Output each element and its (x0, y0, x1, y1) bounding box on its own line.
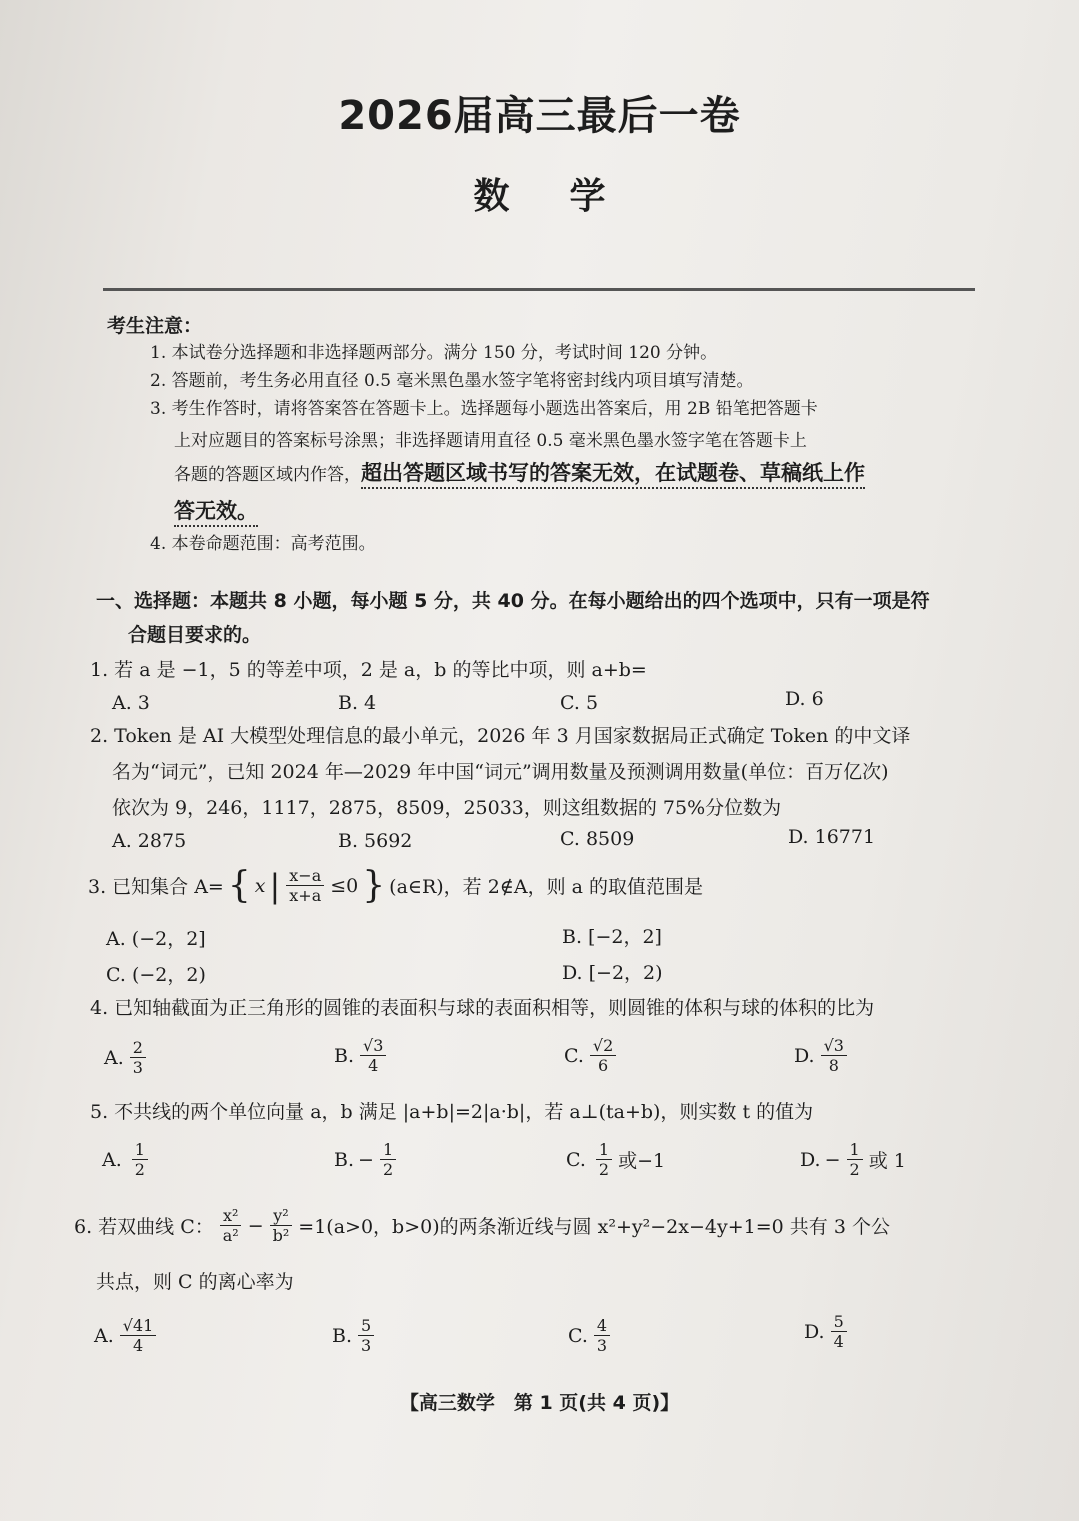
q5-option-b-label: B. (334, 1148, 355, 1171)
q3-option-d: D. [−2，2) (562, 962, 663, 984)
q4-b-num: √3 (360, 1036, 386, 1056)
q1-option-b: B. 4 (338, 692, 377, 714)
notice-item-3-line1: 3. 考生作答时，请将答案答在答题卡上。选择题每小题选出答案后，用 2B 铅笔把答题卡 (150, 399, 818, 419)
q6-line2: 共点，则 C 的离心率为 (96, 1271, 294, 1293)
q6-d-num: 5 (831, 1312, 847, 1332)
q4-option-d-label: D. (794, 1044, 815, 1067)
q6-b-num: 5 (358, 1316, 374, 1336)
q4-option-b (334, 1036, 388, 1075)
q6-option-c-fraction (594, 1316, 610, 1355)
notice-emphasis-1: 超出答题区域书写的答案无效，在试题卷、草稿纸上作 (361, 461, 865, 489)
q4-option-a-label: A. (104, 1046, 124, 1069)
section-1-line1: 一、选择题：本题共 8 小题，每小题 5 分，共 40 分。在每小题给出的四个选项中，只有一项是符 (96, 590, 930, 612)
q6-option-a-fraction (120, 1316, 157, 1355)
q6-option-a (94, 1316, 158, 1355)
subject-title: 数学 (473, 176, 666, 217)
q5-d-den: 2 (849, 1160, 860, 1179)
q6-option-c-label: C. (568, 1324, 588, 1347)
q6-a-den: 4 (132, 1336, 144, 1355)
question-2-stem (90, 718, 1040, 826)
q4-option-c-label: C. (564, 1044, 584, 1067)
notice-item-4: 4. 本卷命题范围：高考范围。 (150, 534, 376, 554)
q6-suffix: =1(a>0，b>0)的两条渐近线与圆 x²+y²−2x−4y+1=0 共有 3 个公 (298, 1216, 890, 1238)
q4-option-a (104, 1038, 148, 1077)
q5-option-b (334, 1140, 402, 1179)
question-6-stem (74, 1206, 890, 1245)
q5-a-num: 1 (132, 1140, 148, 1160)
q5-c-den: 2 (598, 1160, 610, 1179)
q6-c-num: 4 (594, 1316, 610, 1336)
q1-option-a: A. 3 (112, 692, 150, 714)
q6-option-c (568, 1316, 612, 1355)
q5-option-c-fraction (596, 1140, 612, 1179)
q3-condition: ≤0 (330, 874, 359, 897)
q4-option-a-fraction (130, 1038, 146, 1077)
notice-item-3-line4 (150, 495, 980, 529)
q4-d-num: √3 (821, 1036, 847, 1056)
q3-fraction (286, 866, 324, 905)
page-footer: 【高三数学 第 1 页(共 4 页)】 (399, 1392, 680, 1414)
q3-prefix: 3. 已知集合 A= (88, 876, 224, 898)
q2-line1: 2. Token 是 AI 大模型处理信息的最小单元，2026 年 3 月国家数据局正式确定 Token 的中文译 (90, 725, 911, 747)
q6-option-a-label: A. (94, 1324, 114, 1347)
q2-line3: 依次为 9，246，1117，2875，8509，25033，则这组数据的 75%分位数为 (112, 797, 782, 819)
question-5-stem: 5. 不共线的两个单位向量 a，b 满足 |a+b|=2|a·b|，若 a⊥(ta+b)，则实数 t 的值为 (90, 1101, 814, 1123)
q4-option-c (564, 1036, 618, 1075)
q4-b-den: 4 (368, 1056, 379, 1075)
q6-option-b-fraction (358, 1316, 374, 1355)
q4-option-d (794, 1036, 849, 1075)
q5-c-tail: 或−1 (618, 1150, 666, 1172)
q6-minus: − (247, 1214, 264, 1237)
q5-b-den: 2 (382, 1160, 394, 1179)
q6-option-d (804, 1312, 849, 1351)
set-bar: | (269, 866, 281, 905)
q3-fraction-numerator: x−a (286, 866, 324, 886)
notice-item-2: 2. 答题前，考生务必用直径 0.5 毫米黑色墨水签字笔将密封线内项目填写清楚。 (150, 371, 754, 391)
header-divider (103, 288, 975, 291)
q4-c-num: √2 (590, 1036, 616, 1056)
q5-d-tail: 或 1 (868, 1150, 906, 1172)
section-1-heading (96, 584, 1006, 652)
q2-option-d: D. 16771 (788, 826, 876, 848)
q3-fraction-denominator: x+a (289, 886, 322, 905)
q4-option-b-fraction (360, 1036, 386, 1075)
q6-b-den: 3 (361, 1336, 372, 1355)
q3-option-c: C. (−2，2) (106, 964, 206, 986)
q6-f2-den: b² (272, 1226, 290, 1245)
q6-f1-num: x² (220, 1206, 241, 1226)
notice-item-3-line3-start: 各题的答题区域内作答， (174, 465, 361, 485)
q5-option-d (800, 1140, 906, 1179)
q5-option-a-label: A. (102, 1148, 122, 1171)
q6-option-d-label: D. (804, 1320, 825, 1343)
q6-option-b-label: B. (332, 1324, 353, 1347)
notice-item-3-line3 (150, 457, 980, 491)
question-4-stem: 4. 已知轴截面为正三角形的圆锥的表面积与球的表面积相等，则圆锥的体积与球的体积的比为 (90, 997, 875, 1019)
question-3-stem (88, 866, 703, 905)
q6-prefix: 6. 若双曲线 C： (74, 1216, 214, 1238)
q5-option-c (566, 1140, 665, 1179)
q1-option-c: C. 5 (560, 692, 599, 714)
q6-f2-num: y² (270, 1206, 291, 1226)
q6-d-den: 4 (833, 1332, 844, 1351)
q5-option-b-fraction (380, 1140, 396, 1179)
q6-a-num: √41 (120, 1316, 157, 1336)
notice-emphasis-2: 答无效。 (174, 499, 258, 527)
q4-option-b-label: B. (334, 1044, 355, 1067)
q5-b-sign: − (358, 1148, 374, 1171)
left-brace: { (227, 864, 251, 906)
q3-option-a: A. (−2，2] (106, 928, 206, 950)
q4-c-den: 6 (598, 1056, 609, 1075)
notice-heading: 考生注意： (107, 315, 203, 337)
q2-option-a: A. 2875 (112, 830, 187, 852)
q5-option-d-fraction (847, 1140, 863, 1179)
q1-option-d: D. 6 (785, 688, 824, 710)
q5-option-a-fraction (132, 1140, 148, 1179)
q6-option-b (332, 1316, 376, 1355)
q5-d-sign: − (824, 1148, 841, 1171)
q2-option-b: B. 5692 (338, 830, 413, 852)
right-brace: } (362, 864, 386, 906)
section-1-line2: 合题目要求的。 (128, 624, 262, 646)
q5-b-num: 1 (380, 1140, 396, 1160)
q4-a-num: 2 (130, 1038, 146, 1058)
q5-a-den: 2 (134, 1160, 145, 1179)
question-1-stem: 1. 若 a 是 −1，5 的等差中项，2 是 a，b 的等比中项，则 a+b= (90, 659, 647, 681)
q3-suffix: (a∈R)，若 2∉A，则 a 的取值范围是 (389, 876, 704, 898)
q2-option-c: C. 8509 (560, 828, 635, 850)
q6-f1-den: a² (222, 1226, 239, 1245)
notice-item-1: 1. 本试卷分选择题和非选择题两部分。满分 150 分，考试时间 120 分钟。 (150, 343, 718, 363)
q4-d-den: 8 (828, 1056, 839, 1075)
exam-title: 2026届高三最后一卷 (338, 93, 741, 139)
notice-item-3-line2: 上对应题目的答案标号涂黑；非选择题请用直径 0.5 毫米黑色墨水签字笔在答题卡上 (174, 431, 807, 451)
q5-option-c-label: C. (566, 1148, 586, 1171)
notice-item-3 (150, 393, 980, 529)
q6-c-den: 3 (596, 1336, 608, 1355)
q4-option-d-fraction (821, 1036, 847, 1075)
q2-line2: 名为“词元”，已知 2024 年—2029 年中国“词元”调用数量及预测调用数量(单位：百万亿次) (112, 761, 889, 783)
q3-option-b: B. [−2，2] (562, 926, 662, 948)
q6-fraction-2 (270, 1206, 293, 1245)
q5-option-a (102, 1140, 154, 1179)
q6-option-d-fraction (831, 1312, 847, 1351)
q4-option-c-fraction (590, 1036, 616, 1075)
q4-a-den: 3 (132, 1058, 143, 1077)
q5-d-num: 1 (847, 1140, 863, 1160)
q6-fraction-1 (220, 1206, 242, 1245)
q5-c-num: 1 (596, 1140, 612, 1160)
q5-option-d-label: D. (800, 1148, 821, 1171)
q3-set-variable: x (254, 874, 266, 897)
